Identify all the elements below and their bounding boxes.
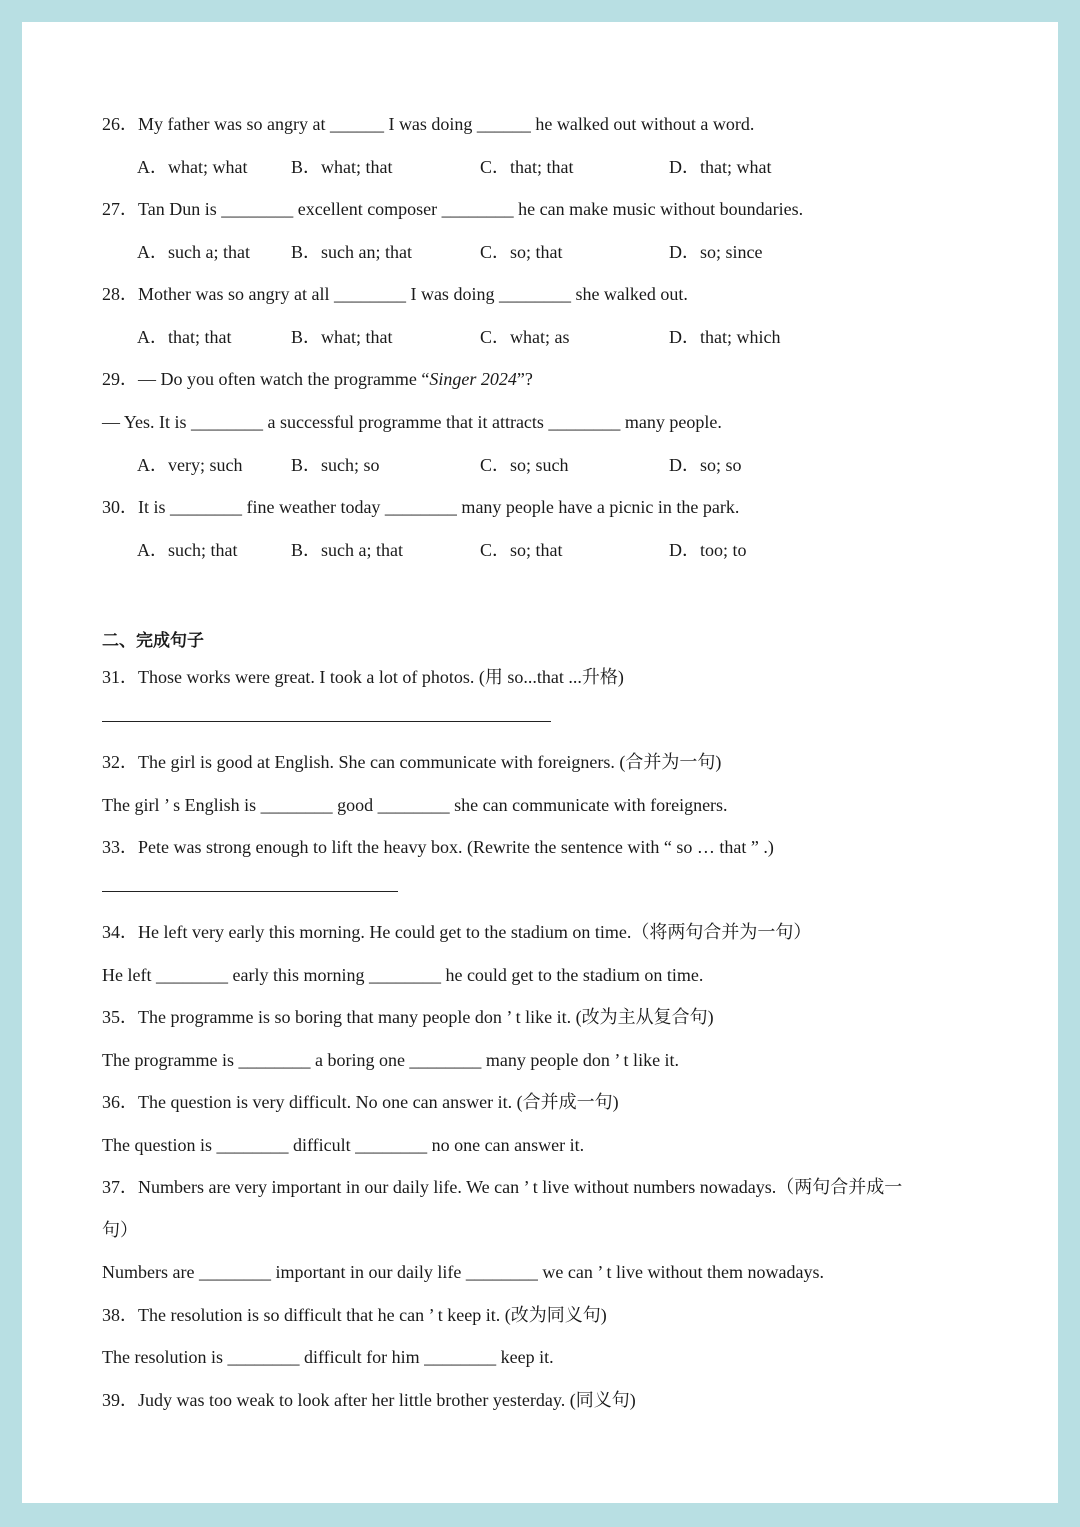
option-c: C．what; as xyxy=(480,327,570,347)
option-b: B．such; so xyxy=(291,455,380,475)
option-b: B．such an; that xyxy=(291,242,412,262)
question-37: 37．Numbers are very important in our daily life. We can ’ t live without numbers nowadays.（两句合并成一 xyxy=(102,1177,903,1197)
question-36-blank: The question is ________ difficult ________ no one can answer it. xyxy=(102,1135,585,1155)
option-b: B．such a; that xyxy=(291,540,403,560)
question-32-blank: The girl ’ s English is ________ good ________ she can communicate with foreigners. xyxy=(102,795,728,815)
question-33: 33．Pete was strong enough to lift the heavy box. (Rewrite the sentence with “ so … that ” .) xyxy=(102,837,774,857)
question-28-stem: 28．Mother was so angry at all ________ I was doing ________ she walked out. xyxy=(102,284,688,304)
question-29-options xyxy=(137,453,897,477)
question-29-stem xyxy=(102,367,533,391)
section-title: 二、完成句子 xyxy=(102,631,204,651)
question-38: 38．The resolution is so difficult that he can ’ t keep it. (改为同义句) xyxy=(102,1305,607,1325)
worksheet-page xyxy=(22,22,1058,1503)
question-28-options xyxy=(137,325,897,349)
question-26-stem: 26．My father was so angry at ______ I was doing ______ he walked out without a word. xyxy=(102,114,755,134)
option-c: C．so; that xyxy=(480,540,563,560)
question-29-stem-post: ”? xyxy=(516,369,533,389)
option-d: D．so; since xyxy=(669,242,763,262)
option-a: A．very; such xyxy=(137,455,243,475)
question-31: 31．Those works were great. I took a lot of photos. (用 so...that ...升格) xyxy=(102,667,624,687)
question-26-options xyxy=(137,155,897,179)
option-b: B．what; that xyxy=(291,157,393,177)
question-27-options xyxy=(137,240,897,264)
option-c: C．that; that xyxy=(480,157,574,177)
question-29-stem-reply: — Yes. It is ________ a successful programme that it attracts ________ many people. xyxy=(102,412,722,432)
question-34: 34．He left very early this morning. He could get to the stadium on time.（将两句合并为一句） xyxy=(102,922,812,942)
option-d: D．that; which xyxy=(669,327,781,347)
option-b: B．what; that xyxy=(291,327,393,347)
question-38-blank: The resolution is ________ difficult for him ________ keep it. xyxy=(102,1347,554,1367)
question-37-wrap: 句） xyxy=(102,1220,138,1240)
programme-title: Singer 2024 xyxy=(429,369,517,389)
option-a: A．what; what xyxy=(137,157,248,177)
question-37-blank: Numbers are ________ important in our daily life ________ we can ’ t live without them nowadays. xyxy=(102,1262,825,1282)
question-36: 36．The question is very difficult. No one can answer it. (合并成一句) xyxy=(102,1092,619,1112)
option-d: D．that; what xyxy=(669,157,772,177)
question-30-options xyxy=(137,538,897,562)
question-35-blank: The programme is ________ a boring one ________ many people don ’ t like it. xyxy=(102,1050,680,1070)
answer-line-31[interactable] xyxy=(102,721,551,722)
question-29-stem-pre: 29．— Do you often watch the programme “ xyxy=(102,369,430,389)
question-35: 35．The programme is so boring that many people don ’ t like it. (改为主从复合句) xyxy=(102,1007,714,1027)
option-c: C．so; such xyxy=(480,455,569,475)
question-27-stem: 27．Tan Dun is ________ excellent composer ________ he can make music without boundaries. xyxy=(102,199,804,219)
answer-line-33[interactable] xyxy=(102,891,398,892)
question-32: 32．The girl is good at English. She can communicate with foreigners. (合并为一句) xyxy=(102,752,722,772)
option-c: C．so; that xyxy=(480,242,563,262)
option-a: A．such; that xyxy=(137,540,238,560)
option-d: D．so; so xyxy=(669,455,742,475)
question-34-blank: He left ________ early this morning ________ he could get to the stadium on time. xyxy=(102,965,704,985)
question-39: 39．Judy was too weak to look after her little brother yesterday. (同义句) xyxy=(102,1390,636,1410)
option-a: A．such a; that xyxy=(137,242,250,262)
option-a: A．that; that xyxy=(137,327,232,347)
option-d: D．too; to xyxy=(669,540,747,560)
question-30-stem: 30．It is ________ fine weather today ________ many people have a picnic in the park. xyxy=(102,497,740,517)
